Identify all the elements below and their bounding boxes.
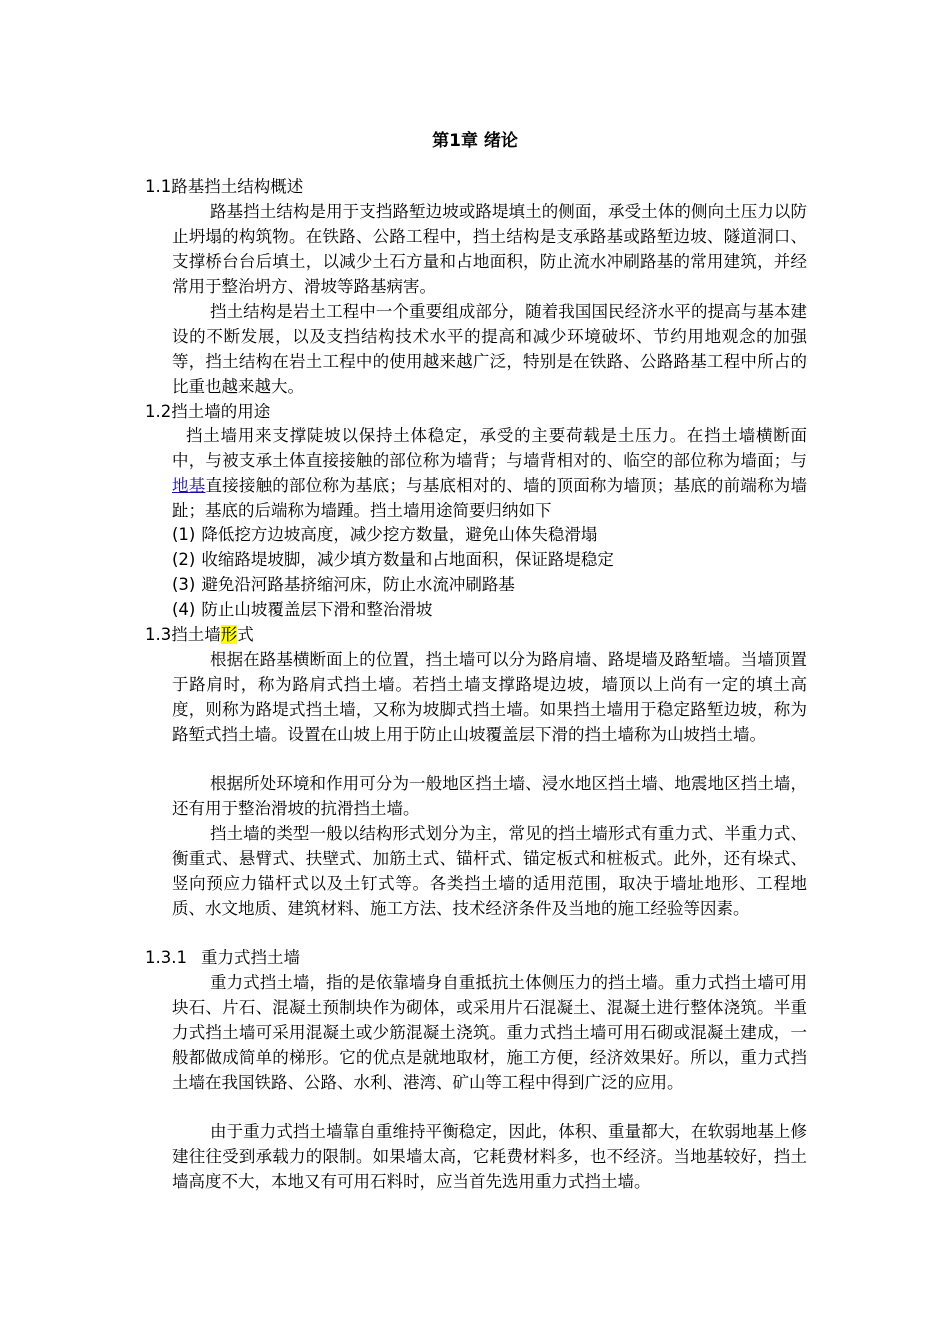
section-heading-1-3 xyxy=(145,622,785,647)
paragraph xyxy=(172,424,807,524)
list-text: 防止山坡覆盖层下滑和整治滑坡 xyxy=(201,600,433,619)
section-number: 1.1 xyxy=(145,177,172,196)
highlighted-text: 形 xyxy=(220,625,238,644)
paragraph: 重力式挡土墙，指的是依靠墙身自重抵抗土体侧压力的挡土墙。重力式挡土墙可用块石、片石、混凝土预制块作为砌体，或采用片石混凝土、混凝土进行整体浇筑。半重力式挡土墙可采用混凝土或少筋混凝土浇筑。重力式挡土墙可用石砌或混凝土建成，一般都做成简单的梯形。它的优点是就地取材，施工方便，经济效果好。所以，重力式挡土墙在我国铁路、公路、水利、港湾、矿山等工程中得到广泛的应用。 xyxy=(172,973,807,1092)
paragraph: 挡土结构是岩土工程中一个重要组成部分，随着我国国民经济水平的提高与基本建设的不断发展，以及支挡结构技术水平的提高和减少环境破坏、节约用地观念的加强等，挡土结构在岩土工程中的使用越来越广泛，特别是在铁路、公路路基工程中所占的比重也越来越大。 xyxy=(172,302,807,396)
section-title: 挡土墙的用途 xyxy=(171,402,271,421)
list-text: 避免沿河路基挤缩河床，防止水流冲刷路基 xyxy=(201,575,515,594)
list-number: (2) xyxy=(172,550,196,569)
list-number: (1) xyxy=(172,525,196,544)
section-number: 1.3.1 xyxy=(145,948,187,967)
paragraph: 由于重力式挡土墙靠自重维持平衡稳定，因此，体积、重量都大，在软弱地基上修建往往受到承载力的限制。如果墙太高，它耗费材料多，也不经济。当地基较好，挡土墙高度不大，本地又有可用石料时，应当首先选用重力式挡土墙。 xyxy=(172,1122,807,1191)
list-item xyxy=(172,522,807,547)
section-number: 1.2 xyxy=(145,402,172,421)
list-text: 降低挖方边坡高度，减少挖方数量，避免山体失稳滑塌 xyxy=(201,525,598,544)
section-number: 1.3 xyxy=(145,625,172,644)
section-title: 挡土墙 xyxy=(171,625,221,644)
paragraph: 路基挡土结构是用于支挡路堑边坡或路堤填土的侧面，承受土体的侧向土压力以防止坍塌的构筑物。在铁路、公路工程中，挡土结构是支承路基或路堑边坡、隧道洞口、支撑桥台台后填土，以减少土石方量和占地面积，防止流水冲刷路基的常用建筑，并经常用于整治坍方、滑坡等路基病害。 xyxy=(172,202,807,296)
list-number: (3) xyxy=(172,575,196,594)
paragraph: 根据所处环境和作用可分为一般地区挡土墙、浸水地区挡土墙、地震地区挡土墙，还有用于整治滑坡的抗滑挡土墙。 xyxy=(172,774,807,818)
list-item xyxy=(172,547,807,572)
link-diji[interactable]: 地基 xyxy=(172,475,206,495)
paragraph: 根据在路基横断面上的位置，挡土墙可以分为路肩墙、路堤墙及路堑墙。当墙顶置于路肩时，称为路肩式挡土墙。若挡土墙支撑路堤边坡，墙顶以上尚有一定的填土高度，则称为路堤式挡土墙，又称为坡脚式挡土墙。如果挡土墙用于稳定路堑边坡，称为路堑式挡土墙。设置在山坡上用于防止山坡覆盖层下滑的挡土墙称为山坡挡土墙。 xyxy=(172,650,807,744)
list-text: 收缩路堤坡脚，减少填方数量和占地面积，保证路堤稳定 xyxy=(201,550,614,569)
list-item xyxy=(172,572,807,597)
section-heading-1-3-1 xyxy=(145,945,785,970)
list-item xyxy=(172,597,807,622)
list-number: (4) xyxy=(172,600,196,619)
chapter-title: 第1章 绪论 xyxy=(432,131,518,151)
section-heading-1-1 xyxy=(145,174,785,199)
paragraph: 挡土墙的类型一般以结构形式划分为主，常见的挡土墙形式有重力式、半重力式、衡重式、悬臂式、扶壁式、加筋土式、锚杆式、锚定板式和桩板式。此外，还有垛式、竖向预应力锚杆式以及土钉式等。各类挡土墙的适用范围，取决于墙址地形、工程地质、水文地质、建筑材料、施工方法、技术经济条件及当地的施工经验等因素。 xyxy=(172,824,807,918)
paragraph-text: 挡土墙用来支撑陡坡以保持土体稳定，承受的主要荷载是土压力。在挡土墙横断面中，与被支承土体直接接触的部位称为墙背；与墙背相对的、临空的部位称为墙面；与 xyxy=(172,426,807,470)
section-title: 式 xyxy=(237,625,254,644)
section-heading-1-2 xyxy=(145,399,785,424)
paragraph-text: 直接接触的部位称为基底；与基底相对的、墙的顶面称为墙顶；基底的前端称为墙趾；基底的后端称为墙踵。挡土墙用途简要归纳如下 xyxy=(172,475,808,520)
section-title: 重力式挡土墙 xyxy=(201,948,300,967)
section-title: 路基挡土结构概述 xyxy=(171,177,304,196)
